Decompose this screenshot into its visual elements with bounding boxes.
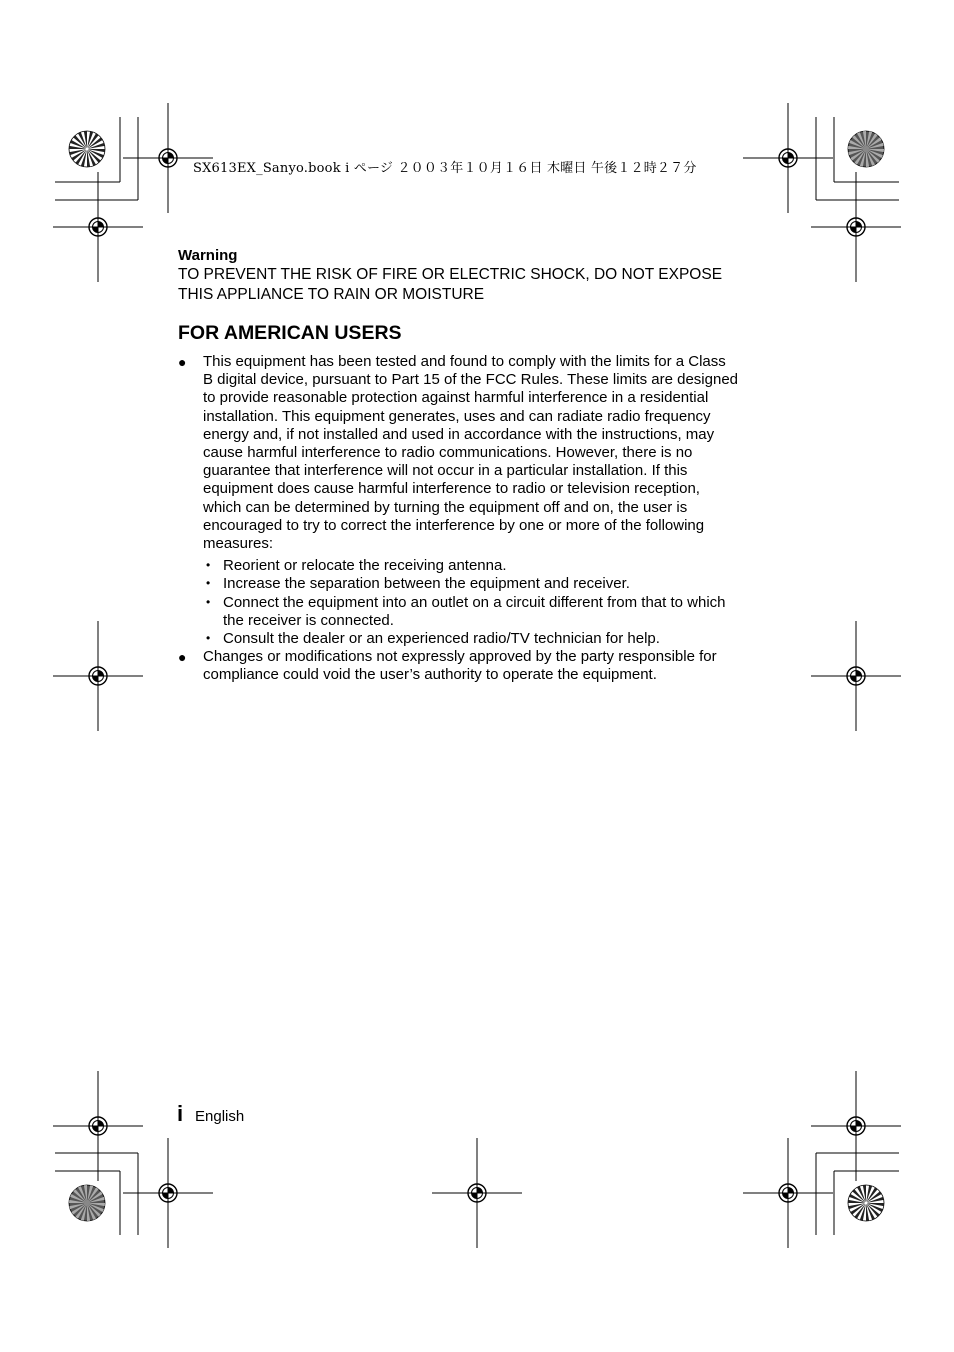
bullet-icon: ●: [178, 649, 187, 666]
section-title: FOR AMERICAN USERS: [178, 322, 402, 344]
registration-mark: [432, 1138, 522, 1248]
footer-language: English: [195, 1108, 245, 1125]
warning-line: THIS APPLIANCE TO RAIN OR MOISTURE: [178, 286, 485, 303]
list-item: [178, 353, 738, 648]
star-target: [848, 1185, 884, 1221]
fcc-notice: [178, 353, 738, 685]
star-target: [848, 131, 884, 167]
registration-mark: [743, 103, 833, 213]
registration-mark: [53, 172, 143, 282]
dot-icon: •: [206, 558, 211, 573]
dot-icon: •: [206, 631, 211, 646]
dot-icon: •: [206, 594, 211, 609]
measure-item: [203, 575, 738, 593]
file-slug: SX613EX_Sanyo.book i ページ ２００３年１０月１６日 木曜日 午後１２時２７分: [193, 161, 697, 176]
list-item: [178, 648, 738, 684]
measure-item: [203, 630, 738, 648]
registration-mark: [811, 621, 901, 731]
registration-mark: [811, 172, 901, 282]
measure-text: Connect the equipment into an outlet on a circuit different from that to which the receiver is connected.: [223, 593, 726, 629]
warning-title: Warning: [178, 247, 238, 264]
measures-list: [203, 557, 738, 648]
measure-text: Reorient or relocate the receiving antenna.: [223, 557, 507, 575]
registration-mark: [743, 1138, 833, 1248]
star-target: [69, 131, 105, 167]
registration-mark: [123, 1138, 213, 1248]
registration-mark: [811, 1071, 901, 1181]
star-target: [69, 1185, 105, 1221]
warning-line: TO PREVENT THE RISK OF FIRE OR ELECTRIC SHOCK, DO NOT EXPOSE: [178, 266, 723, 283]
registration-mark: [53, 621, 143, 731]
list-item-text: Changes or modifications not expressly approved by the party responsible for compliance could void the user’s authority to operate the equipment.: [203, 648, 717, 684]
measure-text: Consult the dealer or an experienced radio/TV technician for help.: [223, 630, 660, 648]
page-number: i: [177, 1101, 184, 1126]
warning-text: [178, 265, 748, 305]
measure-text: Increase the separation between the equipment and receiver.: [223, 575, 630, 593]
bullet-icon: ●: [178, 354, 187, 370]
measure-item: [203, 557, 738, 575]
registration-mark: [53, 1071, 143, 1181]
dot-icon: •: [206, 576, 211, 591]
measure-item: [203, 594, 738, 630]
list-item-text: This equipment has been tested and found to comply with the limits for a Class B digital device, pursuant to Part 15 of the FCC Rules. These limits are designed to provide reasonable protection against harmful interference in a residential installation. This equipment generates, uses and can radiate radio frequency energy and, if not installed and used in accordance with the instructions, may cause harmful interference to radio communications. However, there is no guarantee that interference will not occur in a particular installation. If this equipment does cause harmful interference to radio or television reception, which can be determined by turning the equipment off and on, the user is encouraged to try to correct the interference by one or more of the following measures:: [203, 353, 738, 553]
